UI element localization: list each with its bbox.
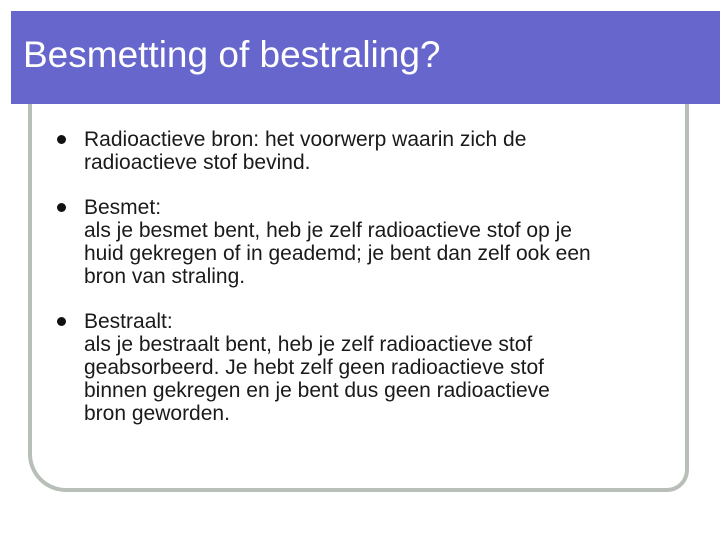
bullet-dot-icon	[57, 135, 66, 144]
bullet-line: Besmet:	[84, 196, 162, 219]
bullet-line: binnen gekregen en je bent dus geen radioactieve	[84, 379, 550, 402]
bullet-dot-icon	[57, 317, 66, 326]
bullet-line: als je bestraalt bent, heb je zelf radioactieve stof	[84, 333, 533, 356]
bullet-line: bron van straling.	[84, 265, 246, 288]
bullet-line: als je besmet bent, heb je zelf radioactieve stof op je	[84, 219, 572, 242]
bullet-item-besmet	[57, 196, 677, 288]
bullet-list	[57, 128, 677, 447]
bullet-line: radioactieve stof bevind.	[84, 151, 311, 174]
bullet-dot-icon	[57, 203, 66, 212]
bullet-item-bestraalt	[57, 310, 677, 425]
bullet-line: geabsorbeerd. Je hebt zelf geen radioactieve stof	[84, 356, 544, 379]
bullet-item-radioactieve-bron	[57, 128, 677, 174]
bullet-line: huid gekregen of in geademd; je bent dan zelf ook een	[84, 242, 591, 265]
slide-title: Besmetting of bestraling?	[23, 34, 441, 75]
bullet-line: Bestraalt:	[84, 310, 173, 333]
bullet-line: bron geworden.	[84, 402, 230, 425]
bullet-line: Radioactieve bron: het voorwerp waarin zich de	[84, 128, 527, 151]
